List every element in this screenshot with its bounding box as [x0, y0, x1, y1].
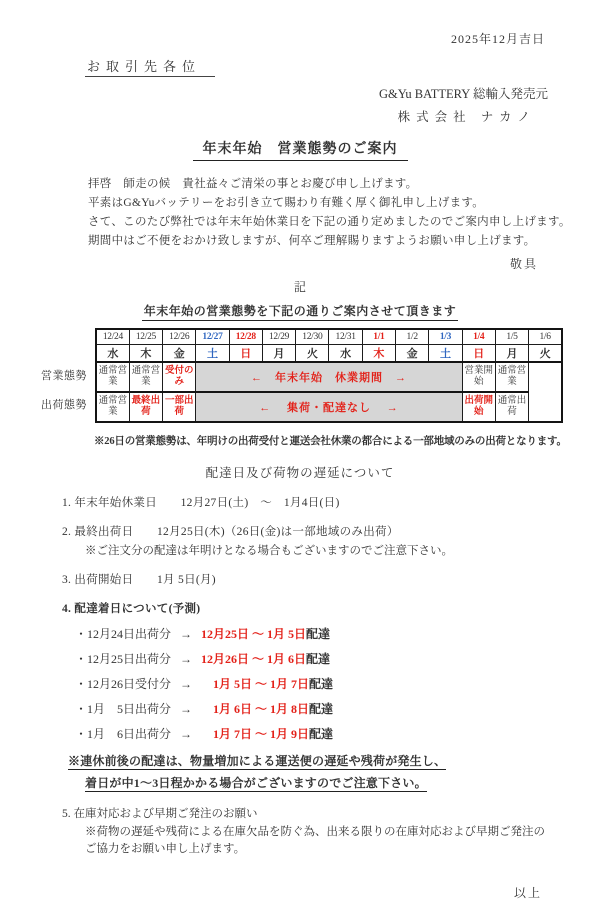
- forecast-label: ・1月 5日出荷分: [75, 702, 172, 716]
- delay-warning-line-2: 着日が中1～3日程かかる場合がございますのでご注意下さい。: [85, 776, 427, 790]
- shipping-status-row: [96, 392, 562, 422]
- shipping-status-cell: 一部出荷: [163, 392, 196, 422]
- shipping-status-cell: 通常出荷: [495, 392, 528, 422]
- date-cell: 12/31: [329, 329, 362, 345]
- arrow-icon: →: [180, 702, 193, 716]
- day-cell: 金: [396, 345, 429, 363]
- holiday-period-cell: ← 年末年始 休業期間 →: [196, 362, 462, 392]
- table-footnote: ※26日の営業態勢は、年明けの出荷受付と運送会社休業の都合による一部地域のみの出荷となります。: [94, 436, 567, 447]
- date-cell: 12/28: [229, 329, 262, 345]
- delays-section-heading: 配達日及び荷物の遅延について: [205, 466, 395, 480]
- distributor-name: G&Yu BATTERY 総輸入発売元: [379, 87, 548, 101]
- date-cell: 12/29: [262, 329, 295, 345]
- recipient: お取引先各位: [85, 59, 215, 77]
- arrow-icon: →: [180, 677, 193, 691]
- recipient-row: [85, 56, 600, 75]
- forecast-line: [75, 677, 600, 691]
- business-status-cell: 営業開始: [462, 362, 495, 392]
- date-cell: 12/30: [296, 329, 329, 345]
- delay-warning-row: [85, 774, 600, 791]
- record-mark: 記: [293, 280, 306, 294]
- date-cell: 12/26: [163, 329, 196, 345]
- forecast-line: [75, 702, 600, 716]
- forecast-line: [75, 727, 600, 741]
- business-status-cell: 通常営業: [129, 362, 162, 392]
- document-title: 年末年始 営業態勢のご案内: [193, 142, 408, 161]
- forecast-range: 12月26日 ～ 1月 6日: [201, 652, 307, 666]
- greeting-line: 期間中はご不便をおかけ致しますが、何卒ご理解賜りますようお願い申し上げます。: [88, 235, 536, 247]
- date-cell: 1/1: [362, 329, 395, 345]
- company-name: 株式会社 ナカノ: [397, 110, 536, 124]
- no-pickup-period-cell: ← 集荷・配達なし →: [196, 392, 462, 422]
- forecast-range: 1月 5日 ～ 1月 7日: [201, 677, 310, 691]
- day-cell: 日: [462, 345, 495, 363]
- date-cell: 12/25: [129, 329, 162, 345]
- day-cell: 日: [229, 345, 262, 363]
- schedule-subtitle-row: [0, 302, 600, 319]
- forecast-suffix: 配達: [309, 677, 334, 691]
- schedule-subtitle: 年末年始の営業態勢を下記の通りご案内させて頂きます: [142, 304, 459, 321]
- forecast-range: 12月25日 ～ 1月 5日: [201, 627, 307, 641]
- business-status-cell: 受付のみ: [163, 362, 196, 392]
- business-status-cell: 通常営業: [96, 362, 129, 392]
- letter-closing: 敬具: [509, 257, 538, 271]
- stock-note-line: ご協力をお願い申し上げます。: [85, 843, 246, 855]
- shipping-row-label: 出荷態勢: [41, 399, 87, 411]
- date-cell: 1/3: [429, 329, 462, 345]
- date-cell: 12/27: [196, 329, 229, 345]
- date-cell: 1/4: [462, 329, 495, 345]
- title-row: [0, 138, 600, 158]
- delay-warning-row: [68, 752, 600, 769]
- forecast-label: ・12月26日受付分: [75, 677, 172, 691]
- date-cell: 12/24: [96, 329, 129, 345]
- list-item-2: 2. 最終出荷日 12月25日(木)（26日(金)は一部地域のみ出荷）: [62, 526, 399, 538]
- stock-note-line: ※荷物の遅延や残荷による在庫欠品を防ぐ為、出来る限りの在庫対応および早期ご発注の: [85, 826, 545, 838]
- business-status-row: [96, 362, 562, 392]
- business-row-label: 営業態勢: [41, 370, 87, 382]
- forecast-suffix: 配達: [309, 702, 334, 716]
- forecast-line: [75, 652, 600, 666]
- date-cell: 1/2: [396, 329, 429, 345]
- schedule-table: [95, 328, 563, 423]
- date-row: [96, 329, 562, 345]
- arrow-icon: →: [180, 727, 193, 741]
- business-status-cell: 通常営業: [495, 362, 528, 392]
- forecast-suffix: 配達: [309, 727, 334, 741]
- issue-date: 2025年12月吉日: [450, 32, 545, 46]
- greeting-line: さて、このたび弊社では年末年始休業日を下記の通り定めましたのでご案内申し上げます。: [88, 216, 571, 228]
- day-row: [96, 345, 562, 363]
- stock-note: [85, 824, 600, 858]
- day-cell: 水: [96, 345, 129, 363]
- delay-warning-line-1: ※連休前後の配達は、物量増加による運送便の遅延や残荷が発生し、: [68, 754, 447, 768]
- day-cell: 火: [529, 345, 562, 363]
- document-closing: 以上: [513, 886, 542, 900]
- shipping-status-cell: 出荷開始: [462, 392, 495, 422]
- date-cell: 1/6: [529, 329, 562, 345]
- arrow-icon: →: [180, 652, 193, 666]
- list-item-1: 1. 年末年始休業日 12月27日(土) ～ 1月4日(日): [62, 497, 340, 509]
- shipping-status-cell: 最終出荷: [129, 392, 162, 422]
- schedule-table-wrap: [41, 328, 565, 423]
- forecast-suffix: 配達: [306, 627, 331, 641]
- list-item-3: 3. 出荷開始日 1月 5日(月): [62, 574, 216, 586]
- forecast-label: ・1月 6日出荷分: [75, 727, 172, 741]
- date-cell: 1/5: [495, 329, 528, 345]
- day-cell: 土: [429, 345, 462, 363]
- day-cell: 木: [362, 345, 395, 363]
- forecast-suffix: 配達: [306, 652, 331, 666]
- forecast-label: ・12月25日出荷分: [75, 652, 172, 666]
- day-cell: 土: [196, 345, 229, 363]
- forecast-range: 1月 6日 ～ 1月 8日: [201, 702, 310, 716]
- day-cell: 木: [129, 345, 162, 363]
- day-cell: 水: [329, 345, 362, 363]
- day-cell: 金: [163, 345, 196, 363]
- day-cell: 月: [495, 345, 528, 363]
- day-cell: 火: [296, 345, 329, 363]
- list-item-4: 4. 配達着日について(予測): [62, 603, 201, 615]
- forecast-label: ・12月24日出荷分: [75, 627, 172, 641]
- greeting-paragraph: [88, 175, 600, 251]
- forecast-line: [75, 627, 600, 641]
- list-item-5: 5. 在庫対応および早期ご発注のお願い: [62, 808, 258, 820]
- greeting-line: 拝啓 師走の候 貴社益々ご清栄の事とお慶び申し上げます。: [88, 178, 418, 190]
- list-item-2-note: ※ご注文分の配達は年明けとなる場合もございますのでご注意下さい。: [85, 545, 453, 557]
- forecast-range: 1月 7日 ～ 1月 9日: [201, 727, 310, 741]
- day-cell: 月: [262, 345, 295, 363]
- arrow-icon: →: [180, 627, 193, 641]
- greeting-line: 平素はG&Yuバッテリーをお引き立て賜わり有難く厚く御礼申し上げます。: [88, 197, 485, 209]
- shipping-status-cell: 通常営業: [96, 392, 129, 422]
